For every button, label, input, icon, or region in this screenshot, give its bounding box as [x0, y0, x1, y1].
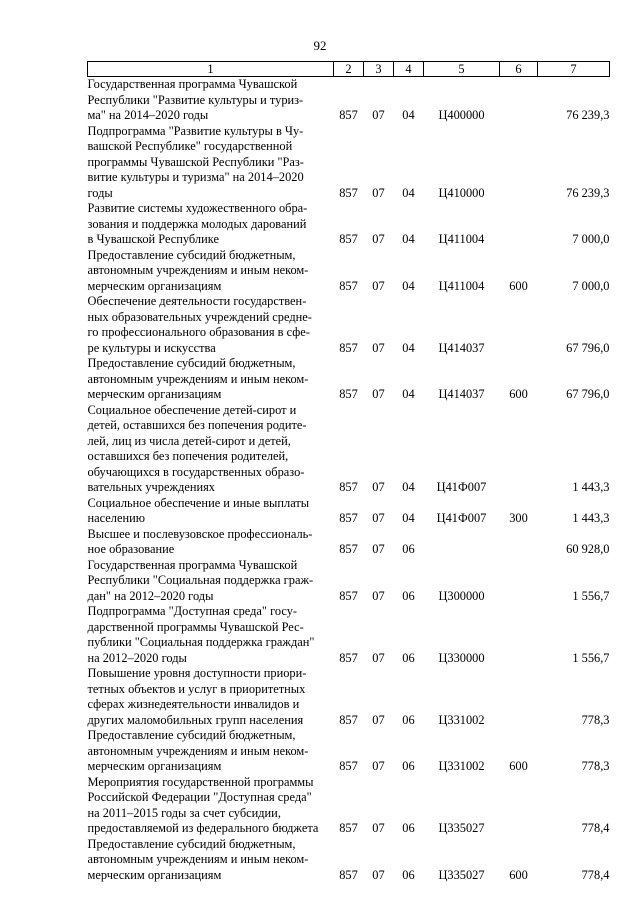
- table-row: [88, 604, 610, 666]
- description-line: Государственная программа Чувашской: [87, 77, 298, 91]
- description-line: Подпрограмма "Доступная среда" госу-: [87, 604, 298, 618]
- target-article-code: Ц331002: [438, 759, 485, 773]
- table-row: [88, 775, 610, 837]
- description-line: Республики "Развитие культуры и туриз-: [87, 92, 304, 107]
- description-line: автономным учреждениям и иным неком-: [87, 371, 309, 386]
- target-article-code: Ц41Ф007: [436, 511, 487, 525]
- subsection-code: 06: [402, 821, 415, 835]
- description-line: мерческим организациям: [87, 278, 222, 293]
- description-line: го профессионального образования в сфе-: [87, 325, 310, 339]
- description-line: Предоставление субсидий бюджетным,: [87, 836, 296, 851]
- section-code: 07: [372, 867, 385, 882]
- amount: 67 796,0: [566, 340, 610, 355]
- ministry-code: 857: [339, 108, 358, 122]
- header-cell: 2: [334, 62, 364, 77]
- description-line: вательных учреждениях: [87, 480, 216, 494]
- table-row: [88, 201, 610, 248]
- description-line: детей, оставшихся без попечения родите-: [87, 418, 307, 432]
- ministry-code: 857: [339, 340, 358, 355]
- ministry-code: 857: [339, 232, 358, 246]
- amount: 76 239,3: [566, 185, 610, 200]
- amount: 778,3: [581, 712, 610, 727]
- ministry-code: 857: [339, 588, 358, 603]
- table-row: [88, 356, 610, 403]
- ministry-code: 857: [339, 185, 358, 200]
- table-row: [88, 403, 610, 496]
- section-code: 07: [372, 480, 385, 494]
- target-article-code: Ц414037: [438, 340, 485, 355]
- amount: 7 000,0: [572, 278, 610, 293]
- description-line: населению: [87, 511, 145, 525]
- row-description: [88, 77, 334, 124]
- expense-type-code: [500, 124, 538, 202]
- description-line: программы Чувашской Республики "Раз-: [87, 154, 304, 169]
- subsection-code: 06: [402, 759, 415, 773]
- row-description: [88, 403, 334, 496]
- section-code: 07: [372, 185, 385, 200]
- subsection-code: 04: [402, 185, 415, 200]
- target-article-code: Ц411004: [438, 278, 485, 293]
- row-description: [88, 604, 334, 666]
- ministry-code: 857: [339, 759, 358, 773]
- subsection-code: 04: [402, 340, 415, 355]
- expense-type-code: [500, 558, 538, 605]
- description-line: предоставляемой из федерального бюджета: [87, 821, 319, 835]
- description-line: ма" на 2014–2020 годы: [87, 108, 209, 122]
- target-article-code: Ц400000: [438, 108, 485, 122]
- header-cell: 6: [500, 62, 538, 77]
- ministry-code: 857: [339, 542, 358, 556]
- target-article-code: [424, 527, 500, 558]
- expense-type-code: 600: [509, 278, 528, 293]
- description-line: публики "Социальная поддержка граждан": [87, 635, 315, 649]
- table-row: [88, 837, 610, 884]
- target-article-code: Ц330000: [438, 650, 485, 665]
- table-row: [88, 527, 610, 558]
- description-line: Социальное обеспечение и иные выплаты: [87, 495, 310, 510]
- ministry-code: 857: [339, 480, 358, 494]
- header-cell: 7: [538, 62, 610, 77]
- target-article-code: Ц335027: [438, 867, 485, 882]
- row-description: [88, 201, 334, 248]
- row-description: [88, 496, 334, 527]
- description-line: дарственной программы Чувашской Рес-: [87, 619, 304, 634]
- target-article-code: Ц331002: [438, 712, 485, 727]
- description-line: тетных объектов и услуг в приоритетных: [87, 681, 306, 696]
- subsection-code: 04: [402, 232, 415, 246]
- description-line: Социальное обеспечение детей-сирот и: [87, 402, 297, 417]
- description-line: Обеспечение деятельности государствен-: [87, 294, 307, 308]
- row-description: [88, 837, 334, 884]
- description-line: дан" на 2012–2020 годы: [87, 588, 214, 603]
- expense-type-code: [500, 666, 538, 728]
- amount: 1 443,3: [572, 511, 610, 525]
- amount: 67 796,0: [566, 387, 610, 401]
- description-line: Государственная программа Чувашской: [87, 557, 298, 572]
- description-line: Повышение уровня доступности приори-: [87, 666, 307, 680]
- ministry-code: 857: [339, 867, 358, 882]
- description-line: Высшее и послевузовское профессиональ-: [87, 526, 313, 541]
- subsection-code: 06: [402, 712, 415, 727]
- section-code: 07: [372, 108, 385, 122]
- section-code: 07: [372, 759, 385, 773]
- table-row: [88, 294, 610, 356]
- target-article-code: Ц300000: [438, 588, 485, 603]
- expense-type-code: [500, 403, 538, 496]
- description-line: годы: [87, 185, 113, 200]
- description-line: мерческим организациям: [87, 759, 222, 773]
- row-description: [88, 356, 334, 403]
- amount: 7 000,0: [572, 232, 610, 246]
- table-row: [88, 496, 610, 527]
- description-line: ное образование: [87, 542, 175, 556]
- amount: 60 928,0: [566, 542, 610, 556]
- table-row: [88, 124, 610, 202]
- subsection-code: 04: [402, 278, 415, 293]
- description-line: мерческим организациям: [87, 867, 222, 882]
- row-description: [88, 728, 334, 775]
- description-line: Подпрограмма "Развитие культуры в Чу-: [87, 123, 304, 138]
- expense-type-code: [500, 527, 538, 558]
- description-line: оставшихся без попечения родителей,: [87, 449, 289, 463]
- description-line: на 2012–2020 годы: [87, 650, 187, 665]
- amount: 778,4: [581, 821, 610, 835]
- expense-type-code: [500, 775, 538, 837]
- description-line: сферах жизнедеятельности инвалидов и: [87, 697, 300, 711]
- section-code: 07: [372, 542, 385, 556]
- description-line: Российской Федерации "Доступная среда": [87, 790, 312, 804]
- header-cell: 1: [88, 62, 334, 77]
- amount: 778,3: [581, 759, 610, 773]
- ministry-code: 857: [339, 511, 358, 525]
- expense-type-code: [500, 77, 538, 124]
- row-description: [88, 775, 334, 837]
- target-article-code: Ц41Ф007: [436, 480, 487, 494]
- description-line: лей, лиц из числа детей-сирот и детей,: [87, 433, 291, 448]
- ministry-code: 857: [339, 650, 358, 665]
- section-code: 07: [372, 650, 385, 665]
- section-code: 07: [372, 511, 385, 525]
- page-number: 92: [313, 38, 327, 53]
- description-line: в Чувашской Республике: [87, 232, 219, 246]
- section-code: 07: [372, 278, 385, 293]
- expense-type-code: [500, 201, 538, 248]
- subsection-code: 06: [402, 650, 415, 665]
- target-article-code: Ц411004: [438, 232, 485, 246]
- description-line: автономным учреждениям и иным неком-: [87, 263, 309, 277]
- section-code: 07: [372, 821, 385, 835]
- target-article-code: Ц335027: [438, 821, 485, 835]
- section-code: 07: [372, 588, 385, 603]
- subsection-code: 06: [402, 542, 415, 556]
- amount: 1 556,7: [572, 650, 610, 665]
- expense-type-code: 300: [509, 511, 528, 525]
- row-description: [88, 558, 334, 605]
- description-line: Предоставление субсидий бюджетным,: [87, 247, 296, 262]
- description-line: витие культуры и туризма" на 2014–2020: [87, 170, 304, 184]
- header-cell: 5: [424, 62, 500, 77]
- amount: 1 443,3: [572, 480, 610, 494]
- description-line: автономным учреждениям и иным неком-: [87, 852, 309, 866]
- row-description: [88, 124, 334, 202]
- table-row: [88, 558, 610, 605]
- amount: 1 556,7: [572, 588, 610, 603]
- description-line: Республики "Социальная поддержка граж-: [87, 573, 314, 587]
- header-cell: 3: [364, 62, 394, 77]
- description-line: Развитие системы художественного обра-: [87, 201, 308, 215]
- row-description: [88, 294, 334, 356]
- subsection-code: 04: [402, 108, 415, 122]
- section-code: 07: [372, 712, 385, 727]
- description-line: Предоставление субсидий бюджетным,: [87, 356, 296, 370]
- budget-table: [87, 61, 610, 883]
- description-line: на 2011–2015 годы за счет субсидии,: [87, 805, 281, 820]
- ministry-code: 857: [339, 387, 358, 401]
- ministry-code: 857: [339, 821, 358, 835]
- amount: 778,4: [581, 867, 610, 882]
- description-line: Предоставление субсидий бюджетным,: [87, 728, 296, 742]
- subsection-code: 04: [402, 480, 415, 494]
- subsection-code: 04: [402, 511, 415, 525]
- section-code: 07: [372, 340, 385, 355]
- table-row: [88, 728, 610, 775]
- expense-type-code: 600: [509, 867, 528, 882]
- expense-type-code: [500, 294, 538, 356]
- description-line: вашской Республике" государственной: [87, 139, 293, 153]
- section-code: 07: [372, 232, 385, 246]
- description-line: зования и поддержка молодых дарований: [87, 216, 307, 231]
- table-body: [88, 77, 610, 884]
- header-row: [88, 62, 610, 77]
- expense-type-code: 600: [509, 759, 528, 773]
- description-line: ре культуры и искусства: [87, 340, 216, 355]
- subsection-code: 06: [402, 588, 415, 603]
- amount: 76 239,3: [566, 108, 610, 122]
- row-description: [88, 527, 334, 558]
- row-description: [88, 666, 334, 728]
- expense-type-code: [500, 604, 538, 666]
- table-row: [88, 77, 610, 124]
- table-row: [88, 248, 610, 295]
- table-row: [88, 666, 610, 728]
- description-line: Мероприятия государственной программы: [87, 774, 314, 789]
- target-article-code: Ц414037: [438, 387, 485, 401]
- subsection-code: 04: [402, 387, 415, 401]
- description-line: обучающихся в государственных образо-: [87, 464, 305, 479]
- row-description: [88, 248, 334, 295]
- ministry-code: 857: [339, 278, 358, 293]
- description-line: ных образовательных учреждений средне-: [87, 309, 312, 324]
- header-cell: 4: [394, 62, 424, 77]
- subsection-code: 06: [402, 867, 415, 882]
- description-line: других маломобильных групп населения: [87, 712, 304, 727]
- description-line: автономным учреждениям и иным неком-: [87, 743, 309, 758]
- ministry-code: 857: [339, 712, 358, 727]
- section-code: 07: [372, 387, 385, 401]
- description-line: мерческим организациям: [87, 387, 222, 401]
- expense-type-code: 600: [509, 387, 528, 401]
- target-article-code: Ц410000: [438, 185, 485, 200]
